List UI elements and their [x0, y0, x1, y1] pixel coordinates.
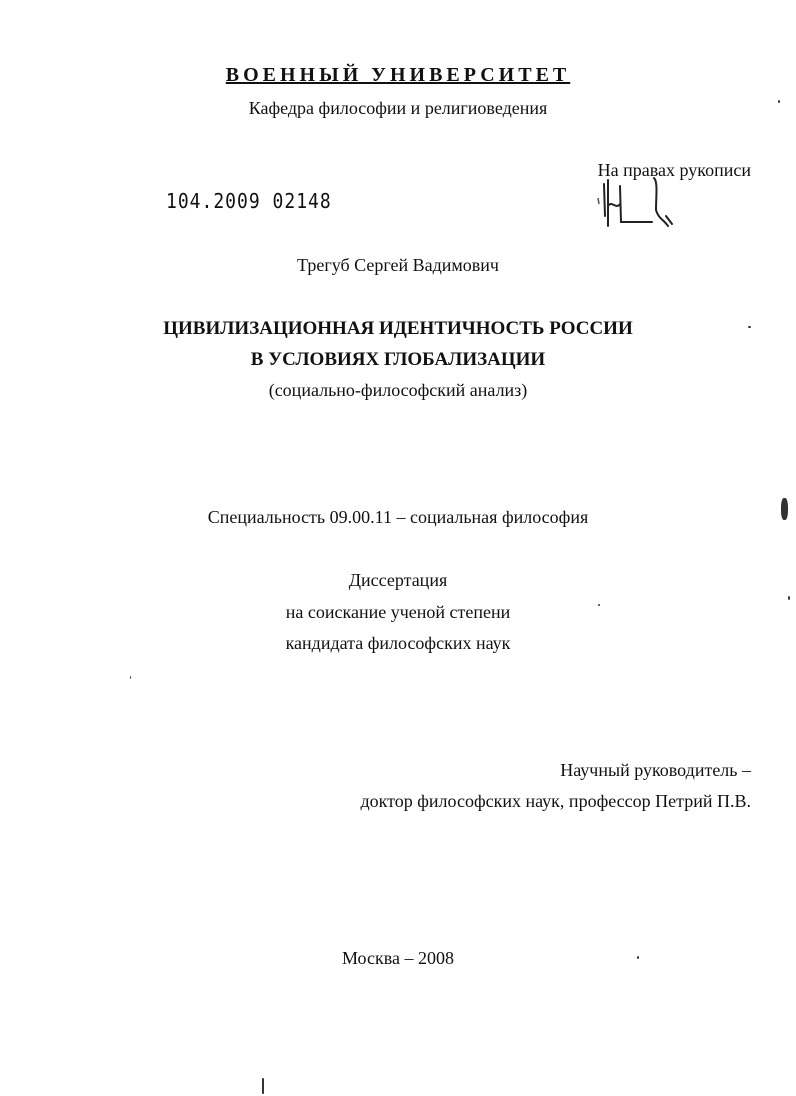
department-name: Кафедра философии и религиоведения [248, 98, 548, 118]
university-name: ВОЕННЫЙ УНИВЕРСИТЕТ [225, 64, 571, 86]
scan-speck [781, 498, 788, 520]
signature-mark [596, 176, 686, 238]
registration-number: 104.2009 02148 [166, 189, 332, 214]
scan-speck [788, 596, 790, 600]
scan-speck [130, 676, 131, 679]
supervisor-label: Научный руководитель – [560, 760, 751, 780]
title-subtitle: (социально-философский анализ) [268, 380, 528, 400]
scan-speck [637, 956, 639, 959]
scan-speck [748, 326, 751, 328]
title-line-2: В УСЛОВИЯХ ГЛОБАЛИЗАЦИИ [250, 349, 546, 370]
dissertation-degree-line: на соискание ученой степени [285, 602, 511, 622]
dissertation-type: Диссертация [348, 570, 448, 590]
manuscript-note: На правах рукописи [597, 160, 751, 180]
scan-speck [598, 604, 600, 606]
scan-speck [778, 100, 780, 103]
scan-speck [262, 1078, 264, 1094]
title-line-1: ЦИВИЛИЗАЦИОННАЯ ИДЕНТИЧНОСТЬ РОССИИ [163, 318, 633, 339]
specialty: Специальность 09.00.11 – социальная философия [207, 507, 589, 527]
dissertation-field-line: кандидата философских наук [285, 633, 511, 653]
author-name: Трегуб Сергей Вадимович [297, 255, 499, 275]
city-year: Москва – 2008 [342, 948, 454, 968]
supervisor-name: доктор философских наук, профессор Петрий П.В. [360, 791, 751, 811]
